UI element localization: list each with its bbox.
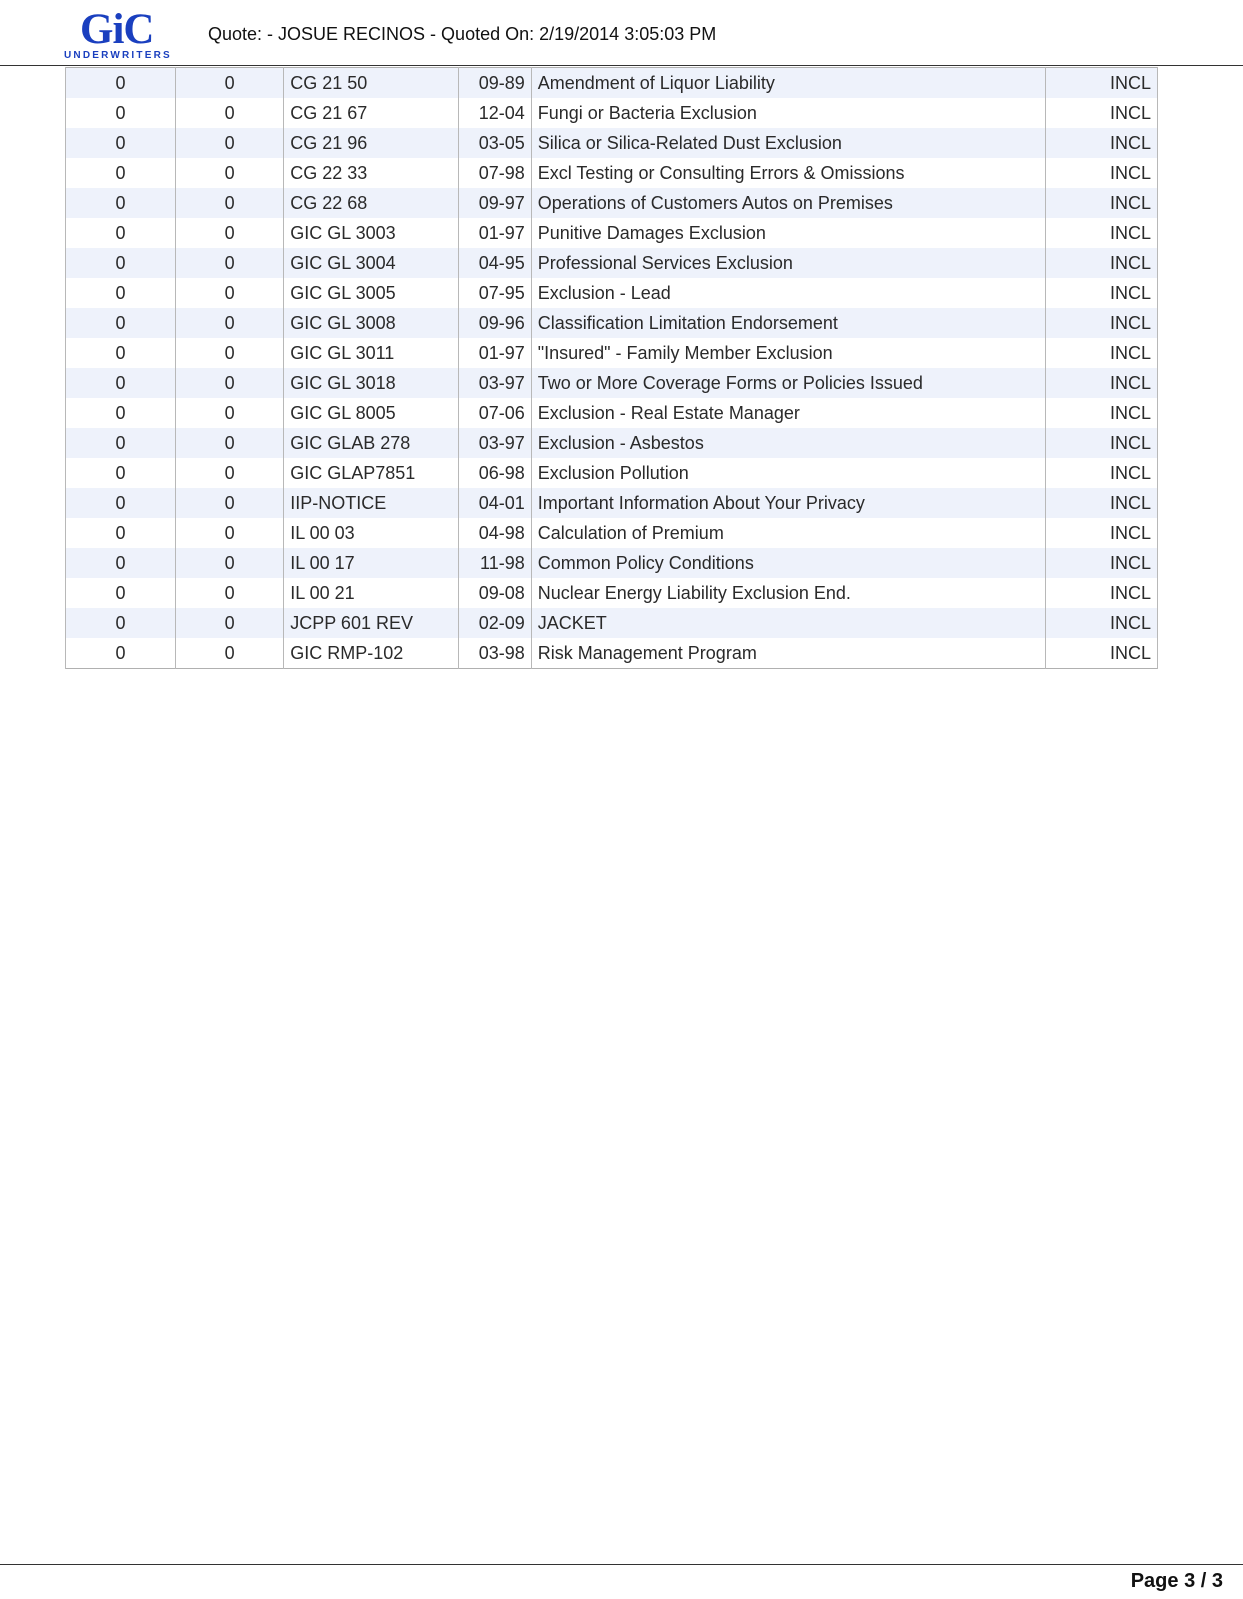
form-description: Punitive Damages Exclusion	[531, 218, 1045, 248]
premium-value: INCL	[1045, 488, 1157, 518]
edition-date: 09-08	[458, 578, 531, 608]
form-number: IIP-NOTICE	[284, 488, 459, 518]
form-number: CG 21 67	[284, 98, 459, 128]
premium-value: INCL	[1045, 68, 1157, 99]
form-number: GIC GL 3011	[284, 338, 459, 368]
row-col-a: 0	[66, 368, 176, 398]
row-col-b: 0	[176, 158, 284, 188]
row-col-b: 0	[176, 608, 284, 638]
form-number: CG 22 68	[284, 188, 459, 218]
page-number: Page 3 / 3	[1130, 1570, 1223, 1592]
form-description: Professional Services Exclusion	[531, 248, 1045, 278]
row-col-b: 0	[176, 458, 284, 488]
gic-logo	[64, 8, 176, 62]
table-row	[66, 98, 1158, 128]
row-col-b: 0	[176, 488, 284, 518]
form-number: GIC GLAB 278	[284, 428, 459, 458]
table-row	[66, 338, 1158, 368]
premium-value: INCL	[1045, 428, 1157, 458]
form-number: JCPP 601 REV	[284, 608, 459, 638]
edition-date: 04-98	[458, 518, 531, 548]
row-col-a: 0	[66, 428, 176, 458]
row-col-a: 0	[66, 218, 176, 248]
edition-date: 06-98	[458, 458, 531, 488]
form-description: Exclusion - Asbestos	[531, 428, 1045, 458]
row-col-b: 0	[176, 98, 284, 128]
form-description: Two or More Coverage Forms or Policies Issued	[531, 368, 1045, 398]
row-col-a: 0	[66, 278, 176, 308]
edition-date: 07-98	[458, 158, 531, 188]
row-col-a: 0	[66, 158, 176, 188]
edition-date: 04-01	[458, 488, 531, 518]
table-row	[66, 68, 1158, 99]
logo-wordmark: GiC	[80, 6, 154, 53]
table-row	[66, 428, 1158, 458]
form-number: GIC GL 3004	[284, 248, 459, 278]
row-col-b: 0	[176, 368, 284, 398]
row-col-a: 0	[66, 578, 176, 608]
row-col-a: 0	[66, 188, 176, 218]
table-row	[66, 548, 1158, 578]
table-row	[66, 308, 1158, 338]
row-col-a: 0	[66, 548, 176, 578]
premium-value: INCL	[1045, 128, 1157, 158]
form-description: Silica or Silica-Related Dust Exclusion	[531, 128, 1045, 158]
row-col-a: 0	[66, 458, 176, 488]
row-col-b: 0	[176, 578, 284, 608]
table-row	[66, 458, 1158, 488]
premium-value: INCL	[1045, 578, 1157, 608]
table-row	[66, 518, 1158, 548]
form-number: GIC GL 3005	[284, 278, 459, 308]
form-description: Risk Management Program	[531, 638, 1045, 669]
edition-date: 07-95	[458, 278, 531, 308]
row-col-a: 0	[66, 638, 176, 669]
form-description: Exclusion - Real Estate Manager	[531, 398, 1045, 428]
footer-divider	[0, 1564, 1243, 1565]
premium-value: INCL	[1045, 398, 1157, 428]
form-number: GIC RMP-102	[284, 638, 459, 669]
table-row	[66, 128, 1158, 158]
form-description: Exclusion - Lead	[531, 278, 1045, 308]
page-header	[0, 0, 1243, 66]
premium-value: INCL	[1045, 638, 1157, 669]
row-col-b: 0	[176, 398, 284, 428]
edition-date: 03-97	[458, 368, 531, 398]
edition-date: 03-97	[458, 428, 531, 458]
form-description: Classification Limitation Endorsement	[531, 308, 1045, 338]
premium-value: INCL	[1045, 248, 1157, 278]
table-row	[66, 188, 1158, 218]
edition-date: 03-05	[458, 128, 531, 158]
premium-value: INCL	[1045, 458, 1157, 488]
form-number: CG 21 96	[284, 128, 459, 158]
form-description: Nuclear Energy Liability Exclusion End.	[531, 578, 1045, 608]
edition-date: 09-96	[458, 308, 531, 338]
row-col-a: 0	[66, 518, 176, 548]
premium-value: INCL	[1045, 218, 1157, 248]
table-row	[66, 578, 1158, 608]
row-col-a: 0	[66, 128, 176, 158]
premium-value: INCL	[1045, 548, 1157, 578]
form-number: CG 22 33	[284, 158, 459, 188]
form-number: GIC GL 3003	[284, 218, 459, 248]
form-number: GIC GL 3008	[284, 308, 459, 338]
form-description: Operations of Customers Autos on Premises	[531, 188, 1045, 218]
form-description: Exclusion Pollution	[531, 458, 1045, 488]
row-col-b: 0	[176, 128, 284, 158]
form-description: "Insured" - Family Member Exclusion	[531, 338, 1045, 368]
row-col-b: 0	[176, 188, 284, 218]
premium-value: INCL	[1045, 308, 1157, 338]
edition-date: 04-95	[458, 248, 531, 278]
row-col-b: 0	[176, 338, 284, 368]
row-col-b: 0	[176, 218, 284, 248]
row-col-b: 0	[176, 518, 284, 548]
form-description: Calculation of Premium	[531, 518, 1045, 548]
table-row	[66, 278, 1158, 308]
row-col-b: 0	[176, 308, 284, 338]
form-description: Fungi or Bacteria Exclusion	[531, 98, 1045, 128]
form-number: GIC GL 8005	[284, 398, 459, 428]
premium-value: INCL	[1045, 188, 1157, 218]
row-col-a: 0	[66, 488, 176, 518]
edition-date: 09-97	[458, 188, 531, 218]
row-col-a: 0	[66, 338, 176, 368]
edition-date: 02-09	[458, 608, 531, 638]
premium-value: INCL	[1045, 278, 1157, 308]
row-col-b: 0	[176, 428, 284, 458]
row-col-b: 0	[176, 68, 284, 99]
table-row	[66, 608, 1158, 638]
form-description: Excl Testing or Consulting Errors & Omissions	[531, 158, 1045, 188]
edition-date: 01-97	[458, 338, 531, 368]
form-description: Common Policy Conditions	[531, 548, 1045, 578]
form-number: GIC GL 3018	[284, 368, 459, 398]
form-number: IL 00 17	[284, 548, 459, 578]
row-col-b: 0	[176, 278, 284, 308]
table-row	[66, 248, 1158, 278]
form-number: GIC GLAP7851	[284, 458, 459, 488]
edition-date: 09-89	[458, 68, 531, 99]
premium-value: INCL	[1045, 518, 1157, 548]
forms-table	[65, 67, 1158, 669]
row-col-a: 0	[66, 308, 176, 338]
logo-tagline: UNDERWRITERS	[64, 50, 172, 61]
table-row	[66, 158, 1158, 188]
table-row	[66, 488, 1158, 518]
quote-title: Quote: - JOSUE RECINOS - Quoted On: 2/19/2014 3:05:03 PM	[208, 24, 717, 44]
form-description: JACKET	[531, 608, 1045, 638]
edition-date: 03-98	[458, 638, 531, 669]
premium-value: INCL	[1045, 158, 1157, 188]
edition-date: 01-97	[458, 218, 531, 248]
premium-value: INCL	[1045, 338, 1157, 368]
form-number: CG 21 50	[284, 68, 459, 99]
row-col-a: 0	[66, 398, 176, 428]
row-col-a: 0	[66, 248, 176, 278]
row-col-b: 0	[176, 548, 284, 578]
edition-date: 07-06	[458, 398, 531, 428]
row-col-b: 0	[176, 638, 284, 669]
premium-value: INCL	[1045, 98, 1157, 128]
table-row	[66, 368, 1158, 398]
forms-table-body	[66, 68, 1158, 669]
row-col-a: 0	[66, 98, 176, 128]
row-col-a: 0	[66, 68, 176, 99]
premium-value: INCL	[1045, 608, 1157, 638]
form-number: IL 00 21	[284, 578, 459, 608]
edition-date: 11-98	[458, 548, 531, 578]
edition-date: 12-04	[458, 98, 531, 128]
table-row	[66, 398, 1158, 428]
form-number: IL 00 03	[284, 518, 459, 548]
row-col-b: 0	[176, 248, 284, 278]
premium-value: INCL	[1045, 368, 1157, 398]
form-description: Important Information About Your Privacy	[531, 488, 1045, 518]
form-description: Amendment of Liquor Liability	[531, 68, 1045, 99]
row-col-a: 0	[66, 608, 176, 638]
table-row	[66, 638, 1158, 669]
table-row	[66, 218, 1158, 248]
